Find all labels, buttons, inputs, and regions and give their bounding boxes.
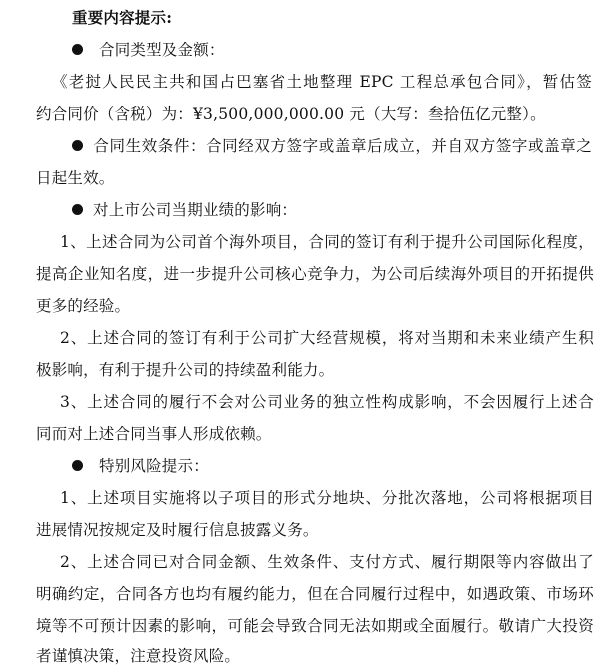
- paragraph-line: 1、上述合同为公司首个海外项目，合同的签订有利于提升公司国际化程度，: [60, 233, 594, 251]
- heading: 重要内容提示:: [72, 8, 173, 27]
- paragraph-line: 1、上述项目实施将以子项目的形式分地块、分批次落地，公司将根据项目: [60, 489, 594, 507]
- bullet-item-risk-warning: [72, 456, 209, 476]
- paragraph-line: 进展情况按规定及时履行信息披露义务。: [36, 521, 319, 539]
- paragraph-line: 明确约定，合同各方也均有履约能力，但在合同履行过程中，如遇政策、市场环: [36, 585, 594, 603]
- bullet-label: 合同类型及金额：: [99, 41, 225, 59]
- paragraph-line: 约合同价（含税）为：¥3,500,000,000.00 元（大写：叁拾伍亿元整）。: [36, 105, 546, 123]
- bullet-item-performance-impact: [72, 200, 297, 220]
- bullet-item-effective-conditions: [72, 136, 592, 156]
- paragraph-line: 提高企业知名度，进一步提升公司核心竞争力，为公司后续海外项目的开拓提供: [36, 265, 594, 283]
- paragraph-line: 境等不可预计因素的影响，可能会导致合同无法如期或全面履行。敬请广大投资: [36, 617, 594, 635]
- bullet-icon: [72, 460, 83, 471]
- paragraph-line: 极影响，有利于提升公司的持续盈利能力。: [36, 361, 335, 379]
- bullet-label: 特别风险提示：: [99, 457, 209, 475]
- bullet-item-contract-type: [72, 40, 225, 60]
- paragraph-line: 《老挝人民民主共和国占巴塞省土地整理 EPC 工程总承包合同》，暂估签: [52, 73, 592, 91]
- bullet-icon: [72, 204, 83, 215]
- bullet-label: 对上市公司当期业绩的影响：: [93, 201, 298, 219]
- paragraph-line: 3、上述合同的履行不会对公司业务的独立性构成影响，不会因履行上述合: [60, 393, 594, 411]
- paragraph-line: 同而对上述合同当事人形成依赖。: [36, 425, 272, 443]
- paragraph-line: 更多的经验。: [36, 297, 131, 315]
- bullet-label: 合同生效条件：合同经双方签字或盖章后成立，并自双方签字或盖章之: [93, 137, 592, 155]
- paragraph-line: 2、上述合同的签订有利于公司扩大经营规模，将对当期和未来业绩产生积: [60, 329, 594, 347]
- paragraph-line: 日起生效。: [36, 169, 115, 187]
- bullet-icon: [72, 140, 83, 151]
- paragraph-line: 2、上述合同已对合同金额、生效条件、支付方式、履行期限等内容做出了: [60, 553, 594, 571]
- bullet-icon: [72, 44, 83, 55]
- paragraph-line: 者谨慎决策，注意投资风险。: [36, 647, 241, 665]
